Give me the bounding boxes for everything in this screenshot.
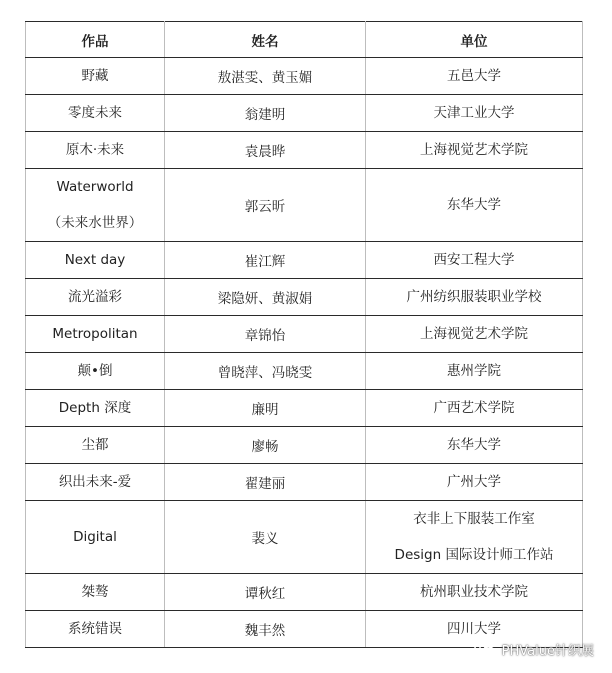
table-row — [26, 464, 583, 501]
name-cell: 崔江辉 — [165, 242, 366, 279]
table-row — [26, 279, 583, 316]
unit-cell-line: 杭州职业技术学院 — [420, 584, 528, 600]
unit-cell-line: 惠州学院 — [447, 363, 501, 379]
name-cell: 魏丰然 — [165, 611, 366, 648]
work-cell-line: Depth 深度 — [58, 400, 132, 416]
unit-cell-line: Design 国际设计师工作站 — [394, 547, 554, 563]
work-cell — [26, 242, 165, 279]
table-row — [26, 58, 583, 95]
work-cell-line: （未来水世界） — [47, 215, 143, 231]
table-row — [26, 169, 583, 242]
name-cell: 敖湛雯、黄玉媚 — [165, 58, 366, 95]
table-row — [26, 316, 583, 353]
table-row — [26, 353, 583, 390]
table-row — [26, 574, 583, 611]
unit-cell-line: 广州大学 — [447, 474, 501, 490]
table-row — [26, 132, 583, 169]
work-cell — [26, 279, 165, 316]
unit-cell-line: 五邑大学 — [447, 68, 501, 84]
table-header-row — [26, 22, 583, 58]
table-row — [26, 390, 583, 427]
work-cell — [26, 611, 165, 648]
work-cell — [26, 427, 165, 464]
unit-cell — [366, 427, 583, 464]
unit-cell — [366, 353, 583, 390]
unit-cell — [366, 390, 583, 427]
work-cell-line: Next day — [64, 252, 126, 268]
wechat-icon — [474, 641, 496, 659]
name-cell: 袁晨晔 — [165, 132, 366, 169]
header-name: 姓名 — [165, 22, 366, 58]
work-cell-line: 系统错误 — [68, 621, 122, 637]
work-cell — [26, 574, 165, 611]
work-cell — [26, 390, 165, 427]
name-cell: 梁隐妍、黄淑娟 — [165, 279, 366, 316]
unit-cell-line: 上海视觉艺术学院 — [420, 326, 528, 342]
work-cell — [26, 95, 165, 132]
work-cell — [26, 464, 165, 501]
watermark — [474, 640, 594, 659]
work-cell — [26, 169, 165, 242]
work-cell — [26, 58, 165, 95]
work-cell — [26, 501, 165, 574]
name-cell: 翟建丽 — [165, 464, 366, 501]
work-cell — [26, 353, 165, 390]
work-cell-line: 颠•倒 — [77, 363, 113, 379]
unit-cell-line: 东华大学 — [447, 437, 501, 453]
unit-cell — [366, 169, 583, 242]
work-cell — [26, 132, 165, 169]
unit-cell-line: 西安工程大学 — [433, 252, 515, 268]
results-table — [25, 21, 583, 648]
unit-cell — [366, 501, 583, 574]
name-cell: 谭秋红 — [165, 574, 366, 611]
unit-cell-line: 天津工业大学 — [433, 105, 515, 121]
header-work: 作品 — [26, 22, 165, 58]
work-cell-line: Digital — [73, 529, 117, 545]
table-body — [26, 58, 583, 648]
name-cell: 廉明 — [165, 390, 366, 427]
work-cell-line: 原木·未来 — [65, 142, 125, 158]
table-row — [26, 95, 583, 132]
work-cell-line: 尘都 — [81, 437, 109, 453]
name-cell: 翁建明 — [165, 95, 366, 132]
name-cell: 郭云昕 — [165, 169, 366, 242]
unit-cell — [366, 574, 583, 611]
unit-cell-line: 衣非上下服装工作室 — [413, 511, 535, 527]
table-row — [26, 242, 583, 279]
unit-cell-line: 广西艺术学院 — [433, 400, 515, 416]
work-cell-line: 零度未来 — [68, 105, 122, 121]
unit-cell-line: 东华大学 — [447, 197, 501, 213]
work-cell-line: 桀骜 — [81, 584, 109, 600]
name-cell: 章锦怡 — [165, 316, 366, 353]
unit-cell — [366, 464, 583, 501]
work-cell-line: Waterworld — [56, 179, 134, 195]
name-cell: 曾晓萍、冯晓雯 — [165, 353, 366, 390]
work-cell — [26, 316, 165, 353]
header-unit: 单位 — [366, 22, 583, 58]
unit-cell — [366, 242, 583, 279]
table-row — [26, 501, 583, 574]
unit-cell — [366, 279, 583, 316]
work-cell-line: 野藏 — [81, 68, 109, 84]
table-row — [26, 427, 583, 464]
work-cell-line: 织出未来-爱 — [58, 474, 132, 490]
unit-cell-line: 广州纺织服装职业学校 — [406, 289, 542, 305]
work-cell-line: 流光溢彩 — [68, 289, 122, 305]
unit-cell-line: 上海视觉艺术学院 — [420, 142, 528, 158]
name-cell: 廖畅 — [165, 427, 366, 464]
unit-cell — [366, 132, 583, 169]
work-cell-line: Metropolitan — [52, 326, 138, 342]
unit-cell — [366, 95, 583, 132]
name-cell: 裴义 — [165, 501, 366, 574]
unit-cell — [366, 316, 583, 353]
watermark-text: PHValue针织展 — [501, 644, 594, 659]
unit-cell — [366, 58, 583, 95]
unit-cell-line: 四川大学 — [447, 621, 501, 637]
